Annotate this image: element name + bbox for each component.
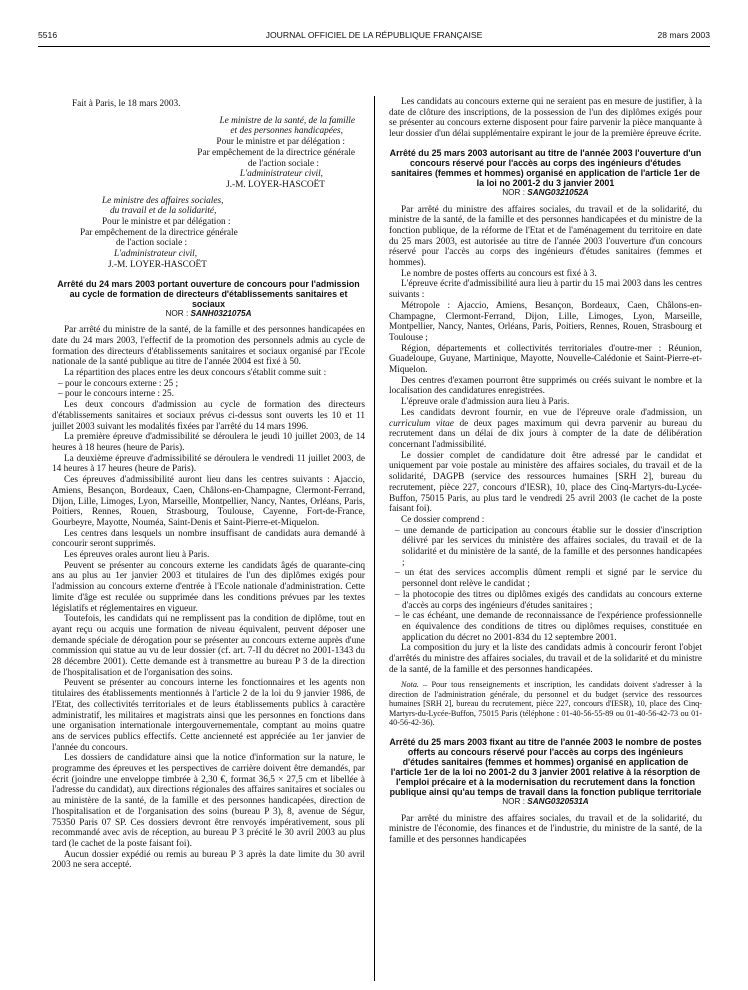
paragraph: Région, départements et collectivités territoriales d'outre-mer : Réunion, Guadeloupe, Guyane, Martinique, Mayotte, Nouvelle-Calédonie et Saint-Pierre-et-Miquelon. (389, 343, 702, 376)
paragraph: Peuvent se présenter au concours externe les candidats âgés de quarante-cinq ans au plus au 1er janvier 2003 et titulaires de l'un des diplômes exigés pour l'admission au concours externe d'entrée à l'Ecole nationale d'administration. Cette limite d'âge est reculée ou supprimée dans les conditions prévues par les textes législatifs et réglementaires en vigueur. (52, 560, 365, 614)
paragraph: La première épreuve d'admissibilité se déroulera le jeudi 10 juillet 2003, de 14 heures à 18 heures (heure de Paris). (52, 432, 365, 453)
sig1-line: Par empêchement de la directrice générale (197, 147, 355, 158)
paragraph: Aucun dossier expédié ou remis au bureau P 3 après la date limite du 30 avril 2003 ne sera accepté. (52, 849, 365, 871)
paragraph-cv: Les candidats devront fournir, en vue de l'épreuve orale d'admission, un curriculum vitae de deux pages maximum qui devra parvenir au bureau du recrutement dans un délai de dix jours à compter de la date de délibération concernant l'admissibilité. (389, 407, 702, 450)
sig1-line: J.-M. LOYER-HASCOËT (226, 179, 325, 190)
signature-block-2 (52, 196, 365, 271)
nor-reference-2: NOR : SANG0321052A (502, 187, 589, 197)
page-number: 5516 (38, 30, 58, 40)
column-divider (374, 96, 375, 981)
decree-title-1: Arrêté du 24 mars 2003 portant ouverture de concours pour l'admission au cycle de formation de directeurs d'établissements sanitaires et sociaux (57, 278, 360, 309)
paragraph: Métropole : Ajaccio, Amiens, Besançon, Bordeaux, Caen, Châlons-en-Champagne, Clermont-Ferrand, Dijon, Lille, Limoges, Lyon, Marseille, Montpellier, Nancy, Nantes, Orléans, Paris, Poitiers, Rennes, Rouen, Strasbourg et Toulouse ; (389, 300, 702, 343)
list-item: – pour le concours interne : 25. (58, 389, 174, 400)
decree-body-2 (389, 205, 702, 728)
sig1-line: Pour le ministre et par délégation : (216, 137, 345, 148)
paragraph: L'épreuve orale d'admission aura lieu à Paris. (401, 397, 570, 408)
sig1-line: de l'action sociale : (247, 158, 319, 169)
list-item: – une demande de participation au concours établie sur le dossier d'inscription délivré par les services du ministère des affaires sociales, du travail et de la solidarité et du ministère de la santé, de la famille et des personnes handicapées ; (395, 525, 702, 568)
paragraph: Le dossier complet de candidature doit être adressé par le candidat et uniquement par voie postale au ministère des affaires sociales, du travail et de la solidarité, DAGPB (service des ressources humaines [SRH 2], bureau du recrutement, pièce 227, concours d'IESR), 10, place des Cinq-Martyrs-du-Lycée-Buffon, 75015 Paris, au plus tard le vendredi 25 avril 2003 (le cachet de la poste faisant foi). (389, 450, 702, 515)
paragraph: Les dossiers de candidature ainsi que la notice d'information sur la nature, le programme des épreuves et les perspectives de carrière doivent être demandés, par écrit (joindre une enveloppe timbrée à 2,30 €, format 36,5 × 27,5 cm et libellée à l'adresse du candidat), aux directions régionales des affaires sanitaires et sociales ou au ministère de la santé, de la famille et des personnes handicapées, direction de l'hospitalisation et de l'organisation des soins (bureau P 3), 8, avenue de Ségur, 75350 Paris 07 SP. Ces dossiers devront être renvoyés impérativement, sous pli recommandé avec avis de réception, au bureau P 3 précité le 30 avril 2003 au plus tard (le cachet de la poste faisant foi). (52, 753, 365, 849)
paragraph: La deuxième épreuve d'admissibilité se déroulera le vendredi 11 juillet 2003, de 14 heures à 17 heures (heure de Paris). (52, 453, 365, 475)
sig1-line: et des personnes handicapées, (230, 126, 343, 137)
sig2-line: L'administrateur civil, (114, 249, 198, 260)
paragraph: Les centres dans lesquels un nombre insuffisant de candidats aura demandé à concourir seront supprimés. (52, 528, 365, 550)
nor-reference-3: NOR : SANG0320531A (502, 796, 589, 806)
paragraph: Toutefois, les candidats qui ne remplissent pas la condition de diplôme, tout en ayant reçu ou acquis une formation de niveau équivalent, peuvent déposer une demande spéciale de dérogation pour se présenter au concours externe auprès d'une commission qui statue au vu de leur dossier (cf. art. 7-II du décret no 2001-1343 du 28 décembre 2001). Cette demande est à transmettre au bureau P 3 de la direction de l'hospitalisation et de l'organisation des soins. (52, 614, 365, 678)
nota: Nota. – Pour tous renseignements et inscription, les candidats doivent s'adresser à la direction de l'administration générale, du personnel et du budget (service des ressources humaines [SRH 2], bureau du recrutement, pièce 227, concours d'IESR), 10, place des Cinq-Martyrs-du-Lycée-Buffon, 75015 Paris (téléphone : 01-40-56-55-89 ou 01-40-56-42-73 ou 01-40-56-42-36). (389, 680, 702, 728)
journal-title: JOURNAL OFFICIEL DE LA RÉPUBLIQUE FRANÇAISE (265, 30, 483, 40)
nor-reference-1: NOR : SANH0321075A (165, 308, 252, 318)
paragraph: Par arrêté du ministre des affaires sociales, du travail et de la solidarité, du ministre de la santé, de la famille et des personnes handicapées et du ministre de la fonction publique, de la réforme de l'Etat et de l'aménagement du territoire en date du 25 mars 2003, est autorisée au titre de l'année 2003 l'ouverture d'un concours réservé pour l'accès au corps des ingénieurs d'études sanitaires (femmes et hommes). (389, 204, 702, 269)
issue-date: 28 mars 2003 (657, 30, 710, 40)
list-item: – la photocopie des titres ou diplômes exigés des candidats au concours externe d'accès au corps des ingénieurs d'études sanitaires ; (395, 589, 702, 611)
right-column (389, 97, 702, 846)
paragraph: La répartition des places entre les deux concours s'établit comme suit : (64, 368, 327, 379)
page-header (38, 30, 710, 44)
decree-body-1 (52, 325, 365, 871)
sig1-line: Le ministre de la santé, de la famille (219, 115, 355, 126)
sig2-line: Par empêchement de la directrice générale (80, 227, 238, 238)
header-rule (38, 46, 710, 47)
decree-title-3: Arrêté du 25 mars 2003 fixant au titre de l'année 2003 le nombre de postes offerts au concours réservé pour l'accès au corps des ingénieurs d'études sanitaires (femmes et hommes) organisé en application de l'article 1er de la loi no 2001-2 du 3 janvier 2001 relative à la résorption de l'emploi précaire et à la modernisation du recrutement dans la fonction publique ainsi qu'au temps de travail dans la fonction publique territoriale (389, 736, 702, 797)
paragraph: Les épreuves orales auront lieu à Paris. (64, 550, 210, 561)
paragraph: Ce dossier comprend : (401, 514, 485, 525)
list-item: – pour le concours externe : 25 ; (58, 378, 179, 389)
fait-line: Fait à Paris, le 18 mars 2003. (72, 99, 181, 109)
sig2-line: J.-M. LOYER-HASCOËT (108, 259, 207, 270)
signature-block-1 (52, 116, 365, 191)
paragraph: Des centres d'examen pourront être supprimés ou créés suivant le nombre et la localisation des candidatures enregistrées. (389, 375, 702, 397)
sig2-line: Pour le ministre et par délégation : (102, 217, 231, 228)
paragraph: Les deux concours d'admission au cycle de formation des directeurs d'établissements sanitaires et sociaux prévus ci-dessus sont ouverts les 10 et 11 juillet 2003 suivant les modalités fixées par l'arrêté du 14 mars 1996. (52, 400, 365, 432)
sig2-line: Le ministre des affaires sociales, (102, 195, 224, 206)
paragraph: Le nombre de postes offerts au concours est fixé à 3. (401, 268, 597, 279)
paragraph: Par arrêté du ministre de la santé, de la famille et des personnes handicapées en date du 24 mars 2003, l'effectif de la promotion des personnels admis au cycle de formation des directeurs d'établissements sanitaires et sociaux organisé par l'Ecole nationale de la santé publique au titre de l'année 2004 est fixé à 50. (52, 325, 365, 368)
paragraph: Par arrêté du ministre des affaires sociales, du travail et de la solidarité, du ministre de l'économie, des finances et de l'industrie, du ministre de la santé, de la famille et des personnes handicapées (389, 813, 702, 846)
list-item: – un état des services accomplis dûment rempli et signé par le service du personnel dont relève le candidat ; (395, 568, 702, 590)
paragraph: La composition du jury et la liste des candidats admis à concourir feront l'objet d'arrêtés du ministre des affaires sociales, du travail et de la solidarité et du ministre de la santé, de la famille et des personnes handicapées. (389, 643, 702, 675)
decree-title-2: Arrêté du 25 mars 2003 autorisant au titre de l'année 2003 l'ouverture d'un concours réservé pour l'accès au corps des ingénieurs d'études sanitaires (femmes et hommes) organisé en application de l'article 1er de la loi no 2001-2 du 3 janvier 2001 (389, 147, 702, 188)
paragraph: Ces épreuves d'admissibilité auront lieu dans les centres suivants : Ajaccio, Amiens, Besançon, Bordeaux, Caen, Châlons-en-Champagne, Clermont-Ferrand, Dijon, Lille, Limoges, Lyon, Marseille, Montpellier, Nancy, Nantes, Orléans, Paris, Poitiers, Rennes, Rouen, Strasbourg, Toulouse, Cayenne, Fort-de-France, Gourbeyre, Mayotte, Nouméa, Saint-Denis et Saint-Pierre-et-Miquelon. (52, 475, 365, 528)
left-column (52, 99, 365, 871)
paragraph: Les candidats au concours externe qui ne seraient pas en mesure de justifier, à la date de clôture des inscriptions, de la possession de l'un des diplômes exigés pour se présenter au concours externe disposent pour faire parvenir la pièce manquante à leur dossier d'un délai supplémentaire expirant le jour de la première épreuve écrite. (389, 97, 702, 140)
sig2-line: du travail et de la solidarité, (110, 206, 217, 217)
sig2-line: de l'action sociale : (116, 238, 188, 249)
paragraph: Peuvent se présenter au concours interne les fonctionnaires et les agents non titulaires des établissements mentionnés à l'article 2 de la loi du 9 janvier 1986, de l'Etat, des collectivités territoriales et de leurs établissements publics à caractère administratif, les militaires et magistrats ainsi que les personnes en fonctions dans une organisation internationale intergouvernementale, comptant au moins quatre ans de services publics effectifs. Cette ancienneté est appréciée au 1er janvier de l'année du concours. (52, 678, 365, 753)
sig1-line: L'administrateur civil, (239, 169, 323, 180)
list-item: – le cas échéant, une demande de reconnaissance de l'expérience professionnelle en équivalence des conditions de titres ou diplômes requises, constituée en application du décret no 2001-834 du 12 septembre 2001. (395, 611, 702, 643)
paragraph: L'épreuve écrite d'admissibilité aura lieu à partir du 15 mai 2003 dans les centres suivants : (389, 279, 702, 301)
